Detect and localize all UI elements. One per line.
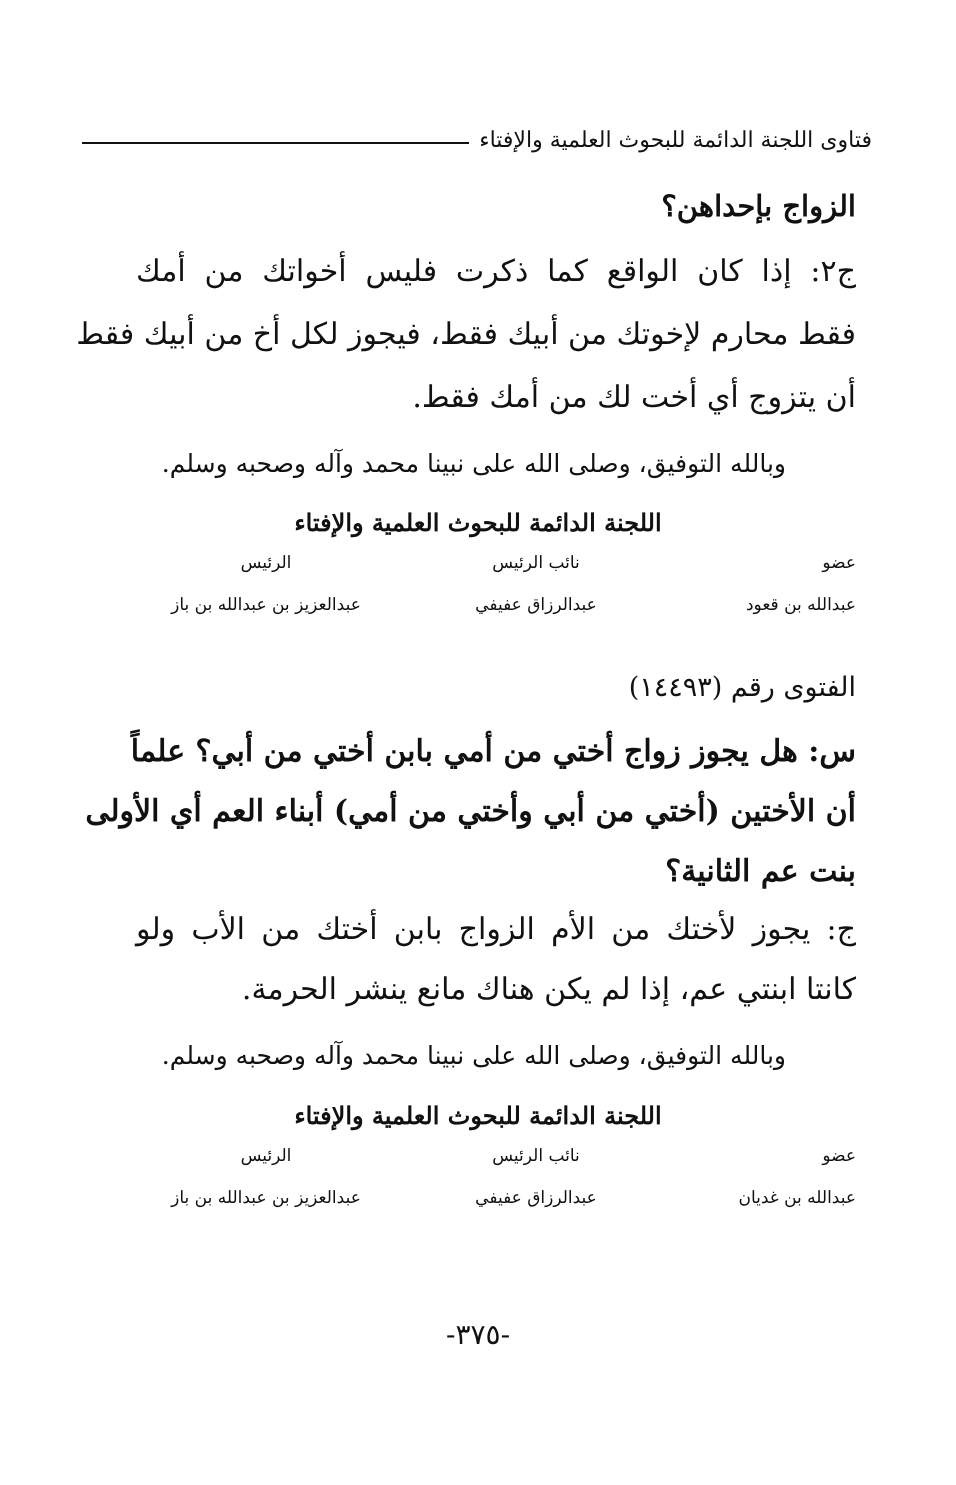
name-chair: عبدالعزيز بن عبدالله بن باز bbox=[171, 1188, 361, 1208]
answer-line: أن يتزوج أي أخت لك من أمك فقط. bbox=[412, 380, 856, 415]
role-vice-chair: نائب الرئيس bbox=[492, 553, 580, 573]
committee-name: اللجنة الدائمة للبحوث العلمية والإفتاء bbox=[294, 1101, 662, 1130]
signature-names bbox=[156, 595, 856, 625]
header-title: فتاوى اللجنة الدائمة للبحوث العلمية والإفتاء bbox=[479, 127, 872, 153]
role-chair: الرئيس bbox=[240, 553, 292, 573]
committee-name: اللجنة الدائمة للبحوث العلمية والإفتاء bbox=[294, 508, 662, 537]
answer-line: كانتا ابنتي عم، إذا لم يكن هناك مانع ينشر الحرمة. bbox=[241, 972, 856, 1007]
question-line: بنت عم الثانية؟ bbox=[665, 854, 856, 889]
question-line: أن الأختين (أختي من أبي وأختي من أمي) أبناء العم أي الأولى bbox=[85, 794, 856, 829]
question-line: س: هل يجوز زواج أختي من أمي بابن أختي من أبي؟ علماً bbox=[130, 734, 856, 769]
question-tail: الزواج بإحداهن؟ bbox=[661, 189, 856, 223]
closing-line: وبالله التوفيق، وصلى الله على نبينا محمد وآله وصحبه وسلم. bbox=[161, 449, 786, 478]
answer-line: ج: يجوز لأختك من الأم الزواج بابن أختك من الأب ولو bbox=[136, 912, 856, 947]
answer-line: ج٢: إذا كان الواقع كما ذكرت فليس أخواتك من أمك bbox=[136, 254, 856, 289]
name-chair: عبدالعزيز بن عبدالله بن باز bbox=[171, 595, 361, 615]
role-chair: الرئيس bbox=[240, 1146, 292, 1166]
page-number: -٣٧٥- bbox=[445, 1318, 511, 1351]
name-member: عبدالله بن قعود bbox=[745, 595, 856, 615]
running-header bbox=[82, 120, 872, 160]
signature-roles bbox=[156, 1146, 856, 1176]
answer-line: فقط محارم لإخوتك من أبيك فقط، فيجوز لكل أخ من أبيك فقط bbox=[76, 317, 856, 352]
signature-names bbox=[156, 1188, 856, 1218]
name-vice-chair: عبدالرزاق عفيفي bbox=[475, 1188, 597, 1208]
header-rule bbox=[82, 142, 469, 144]
role-vice-chair: نائب الرئيس bbox=[492, 1146, 580, 1166]
closing-line: وبالله التوفيق، وصلى الله على نبينا محمد وآله وصحبه وسلم. bbox=[161, 1041, 786, 1070]
role-member: عضو bbox=[822, 1146, 856, 1166]
name-member: عبدالله بن غديان bbox=[738, 1188, 856, 1208]
signature-roles bbox=[156, 553, 856, 583]
name-vice-chair: عبدالرزاق عفيفي bbox=[475, 595, 597, 615]
fatwa-number: الفتوى رقم (١٤٤٩٣) bbox=[628, 672, 856, 703]
role-member: عضو bbox=[822, 553, 856, 573]
